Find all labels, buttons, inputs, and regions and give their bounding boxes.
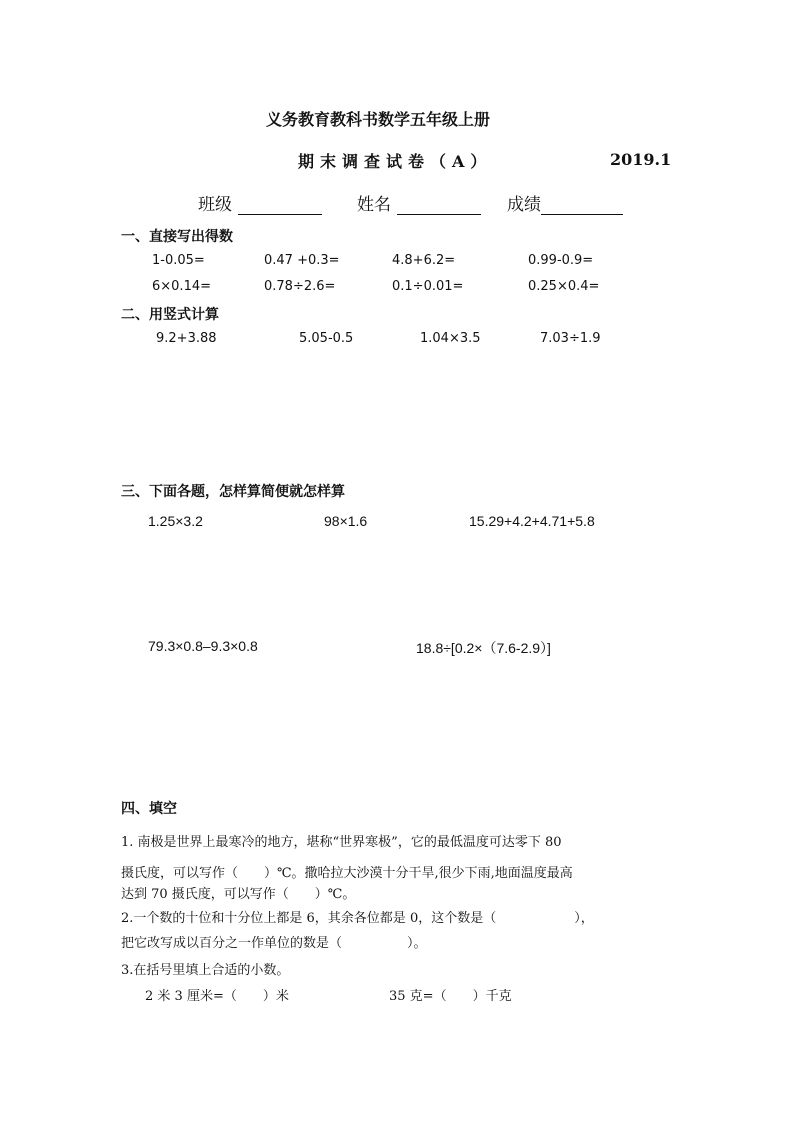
s2-item: 1.04×3.5 <box>420 331 481 346</box>
s1-item: 0.25×0.4= <box>528 279 600 294</box>
exam-subtitle: 期末调查试卷（A） <box>298 152 493 171</box>
s1-item: 0.99-0.9= <box>528 253 594 268</box>
section4-heading: 四、填空 <box>121 801 177 817</box>
s3-item: 79.3×0.8–9.3×0.8 <box>148 638 258 654</box>
section3-heading: 三、下面各题，怎样算简便就怎样算 <box>121 484 345 500</box>
section2-heading: 二、用竖式计算 <box>121 307 219 323</box>
s3-item: 1.25×3.2 <box>148 513 203 529</box>
q2-line: 2.一个数的十位和十分位上都是 6，其余各位都是 0，这个数是（ ）， <box>121 911 594 926</box>
class-label: 班级 <box>198 195 232 215</box>
s1-item: 1-0.05= <box>152 253 205 268</box>
s2-item: 5.05-0.5 <box>299 331 354 346</box>
score-field <box>507 190 623 215</box>
document-title: 义务教育教科书数学五年级上册 <box>266 110 491 129</box>
s1-item: 6×0.14= <box>152 279 212 294</box>
s3-item: 98×1.6 <box>324 513 368 529</box>
s3-item: 15.29+4.2+4.71+5.8 <box>469 513 595 529</box>
q1-line: 1. 南极是世界上最寒冷的地方，堪称“世界寒极”，它的最低温度可达零下 80 <box>121 835 562 850</box>
q2-line: 把它改写成以百分之一作单位的数是（ ）。 <box>121 936 427 951</box>
class-blank[interactable] <box>238 198 322 215</box>
s2-item: 9.2+3.88 <box>156 331 217 346</box>
s3-item: 18.8÷[0.2×（7.6-2.9）] <box>416 640 551 656</box>
s1-item: 0.47 +0.3= <box>264 253 340 268</box>
s1-item: 0.1÷0.01= <box>392 279 464 294</box>
exam-date: 2019.1 <box>610 150 672 169</box>
q1-line: 达到 70 摄氏度，可以写作（ ）℃。 <box>121 887 356 902</box>
score-label: 成绩 <box>507 195 541 215</box>
s1-item: 4.8+6.2= <box>392 253 456 268</box>
class-field <box>198 190 322 215</box>
s2-item: 7.03÷1.9 <box>540 331 601 346</box>
q1-line: 摄氏度，可以写作（ ）℃。撒哈拉大沙漠十分干旱,很少下雨,地面温度最高 <box>121 866 573 881</box>
name-field <box>357 190 481 215</box>
name-label: 姓名 <box>357 195 391 215</box>
score-blank[interactable] <box>541 198 623 215</box>
q3-item: 35 克=（ ）千克 <box>389 989 512 1004</box>
s1-item: 0.78÷2.6= <box>264 279 336 294</box>
q3-prompt: 3.在括号里填上合适的小数。 <box>121 963 290 978</box>
section1-heading: 一、直接写出得数 <box>121 229 233 245</box>
q3-item: 2 米 3 厘米=（ ）米 <box>145 989 289 1004</box>
name-blank[interactable] <box>397 198 481 215</box>
